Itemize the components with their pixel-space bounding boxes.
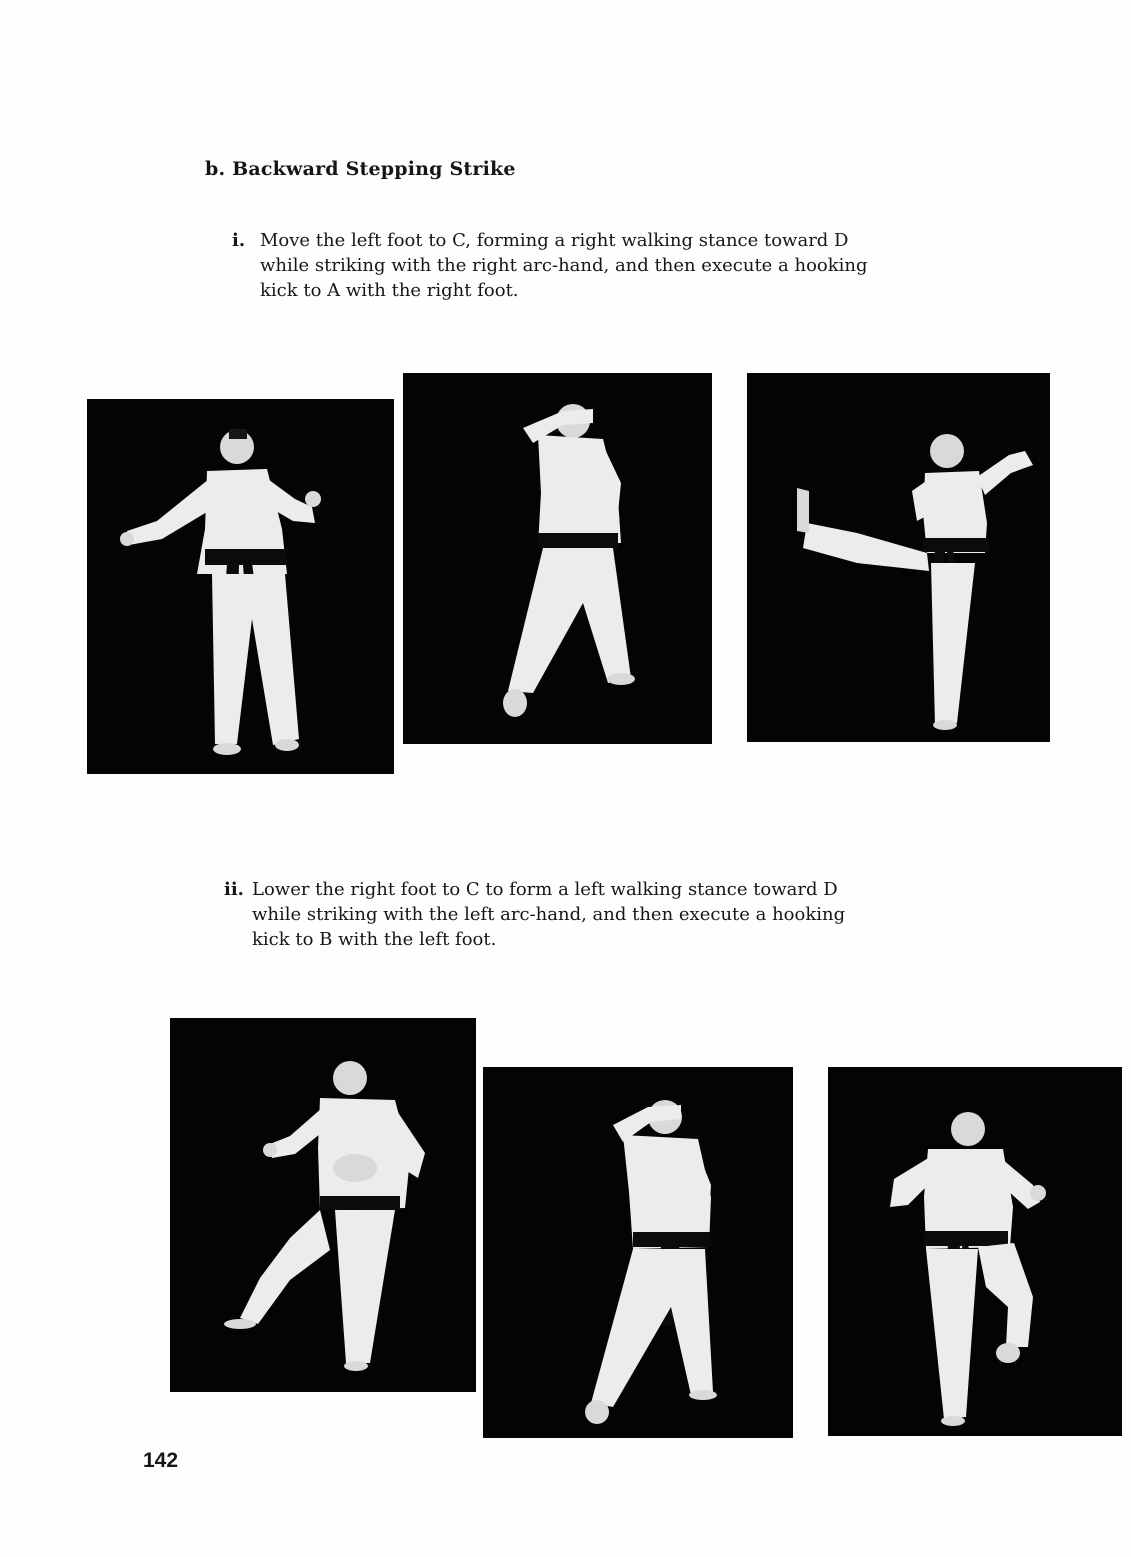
step-i-text: Move the left foot to C, forming a right walking stance toward D while striking with the right arc-hand, and then execute a hooking kick to A with the right foot. — [260, 230, 868, 301]
step-i-number: i. — [232, 230, 246, 251]
step-ii-number: ii. — [224, 879, 244, 900]
section-title: b. Backward Stepping Strike — [205, 158, 516, 180]
step-ii-text: Lower the right foot to C to form a left walking stance toward D while striking with the left arc-hand, and then execute a hooking kick to B with the left foot. — [252, 879, 846, 950]
photo-step-ii-3 — [828, 1067, 1122, 1436]
page-number: 142 — [143, 1449, 179, 1472]
photo-step-ii-1 — [170, 1018, 476, 1392]
figure-standing-arms-out — [87, 399, 394, 774]
photo-step-i-2 — [403, 373, 712, 744]
photo-step-ii-2 — [483, 1067, 793, 1438]
figure-knee-raised-turn — [170, 1018, 476, 1392]
figure-hooking-kick — [747, 373, 1050, 742]
photo-step-i-3 — [747, 373, 1050, 742]
figure-arc-hand-strike — [403, 373, 712, 744]
photo-step-i-1 — [87, 399, 394, 774]
figure-left-hooking-kick — [828, 1067, 1122, 1436]
step-i — [232, 228, 992, 308]
figure-left-arc-hand — [483, 1067, 793, 1438]
step-ii — [224, 877, 984, 957]
